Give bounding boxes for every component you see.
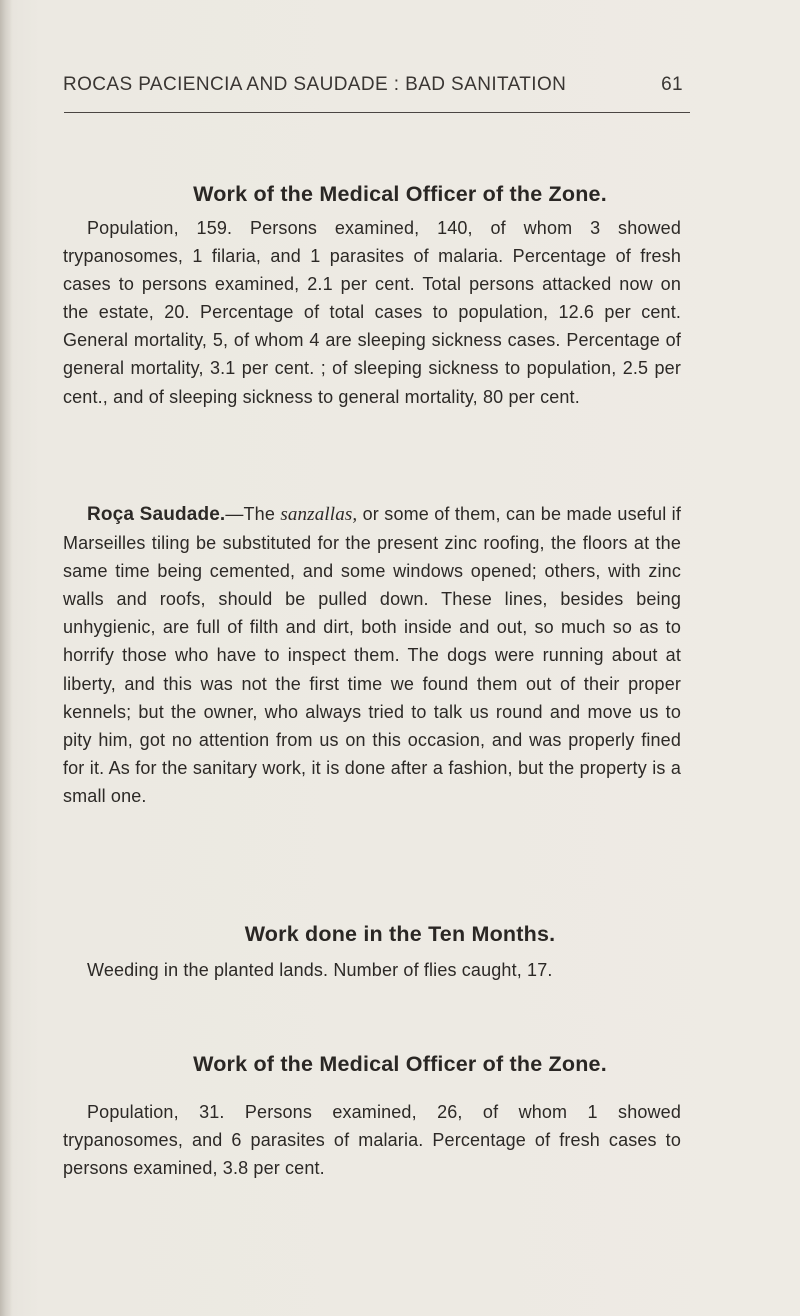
paragraph-text: Population, 31. Persons examined, 26, of whom 1 showed trypanosomes, and 6 parasites of malaria. Percentage of fresh cases to persons examined, 3.8 per cent.: [63, 1102, 681, 1179]
section-heading-medical-officer-2: Work of the Medical Officer of the Zone.: [193, 1052, 607, 1076]
section-heading-medical-officer-1: Work of the Medical Officer of the Zone.: [193, 182, 607, 206]
paragraph-roca-saudade: [63, 500, 681, 810]
running-head: [63, 74, 683, 96]
page-number: 61: [661, 74, 683, 95]
paragraph-text: or some of them, can be made useful if Marseilles tiling be substituted for the present zinc roofing, the floors at the same time being cemented, and some windows opened; others, with zinc walls and roofs, should be pulled down. These lines, besides being unhygienic, are full of filth and dirt, both inside and out, so much so as to horrify those who have to inspect them. The dogs were running about at liberty, and this was not the first time we found them out of their proper kennels; but the owner, who always tried to talk us round and move us to pity him, got no attention from us on this occasion, and was properly fined for it. As for the sanitary work, it is done after a fashion, but the property is a small one.: [63, 504, 681, 806]
header-rule: [64, 112, 690, 113]
italic-term: sanzallas,: [280, 504, 358, 525]
paragraph-text: Population, 159. Persons examined, 140, of whom 3 showed trypanosomes, 1 filaria, and 1 parasites of malaria. Percentage of fresh cases to persons examined, 2.1 per cent. Total persons attacked now on the estate, 20. Percentage of total cases to population, 12.6 per cent. General mortality, 5, of whom 4 are sleeping sickness cases. Percentage of general mortality, 3.1 per cent. ; of sleeping sickness to population, 2.5 per cent., and of sleeping sickness to general mortality, 80 per cent.: [63, 218, 681, 407]
paragraph-medical-officer-1: [63, 214, 681, 411]
paragraph-ten-months: [63, 956, 681, 984]
run-in-heading: Roça Saudade.: [87, 504, 226, 525]
section-heading-ten-months: Work done in the Ten Months.: [244, 922, 556, 946]
running-head-title: ROCAS PACIENCIA AND SAUDADE : BAD SANITATION: [63, 74, 567, 95]
dash-text: —The: [225, 504, 281, 524]
paragraph-medical-officer-2: [63, 1098, 681, 1182]
paragraph-text: Weeding in the planted lands. Number of flies caught, 17.: [87, 960, 553, 980]
